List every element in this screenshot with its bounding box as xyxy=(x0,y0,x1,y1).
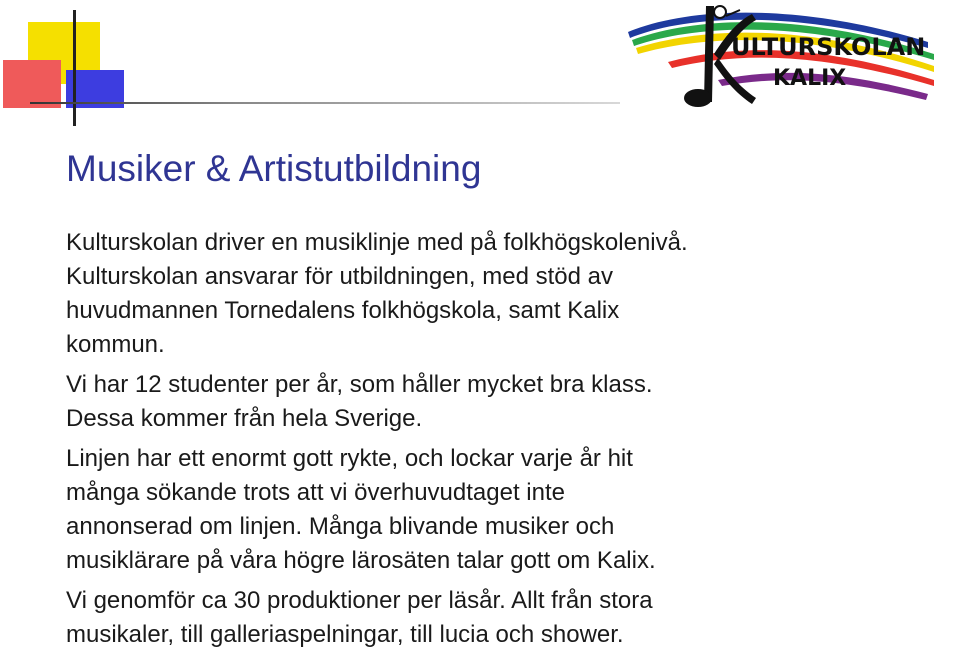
text-line: annonserad om linjen. Många blivande musiker och xyxy=(66,513,615,540)
text-line: Dessa kommer från hela Sverige. xyxy=(66,405,423,432)
text-line: Kulturskolan ansvarar för utbildningen, med stöd av xyxy=(66,263,613,290)
text-line: Vi genomför ca 30 produktioner per läsår. Allt från stora xyxy=(66,587,653,614)
text-line: huvudmannen Tornedalens folkhögskola, samt Kalix xyxy=(66,297,620,324)
logo-text-kulturskolan: ULTURSKOLAN xyxy=(731,33,926,61)
text-line: Kulturskolan driver en musiklinje med på folkhögskolenivå. xyxy=(66,229,688,256)
vertical-rule xyxy=(73,10,76,126)
text-line: musiklärare på våra högre lärosäten talar gott om Kalix. xyxy=(66,547,656,574)
paragraph-1 xyxy=(66,226,946,362)
paragraph-2 xyxy=(66,368,946,436)
text-line: Linjen har ett enormt gott rykte, och lockar varje år hit xyxy=(66,445,633,472)
slide-body xyxy=(66,226,946,658)
logo-text-kalix: KALIX xyxy=(773,66,847,91)
paragraph-3 xyxy=(66,442,946,578)
red-block xyxy=(3,60,61,108)
text-line: kommun. xyxy=(66,331,165,358)
horizontal-rule xyxy=(30,102,620,104)
paragraph-4 xyxy=(66,584,946,652)
decorative-block-pattern xyxy=(0,0,640,130)
text-line: Vi har 12 studenter per år, som håller mycket bra klass. xyxy=(66,371,653,398)
slide-title: Musiker & Artistutbildning xyxy=(66,148,482,189)
text-line: många sökande trots att vi överhuvudtaget inte xyxy=(66,479,565,506)
text-line: musikaler, till galleriaspelningar, till lucia och shower. xyxy=(66,621,624,648)
